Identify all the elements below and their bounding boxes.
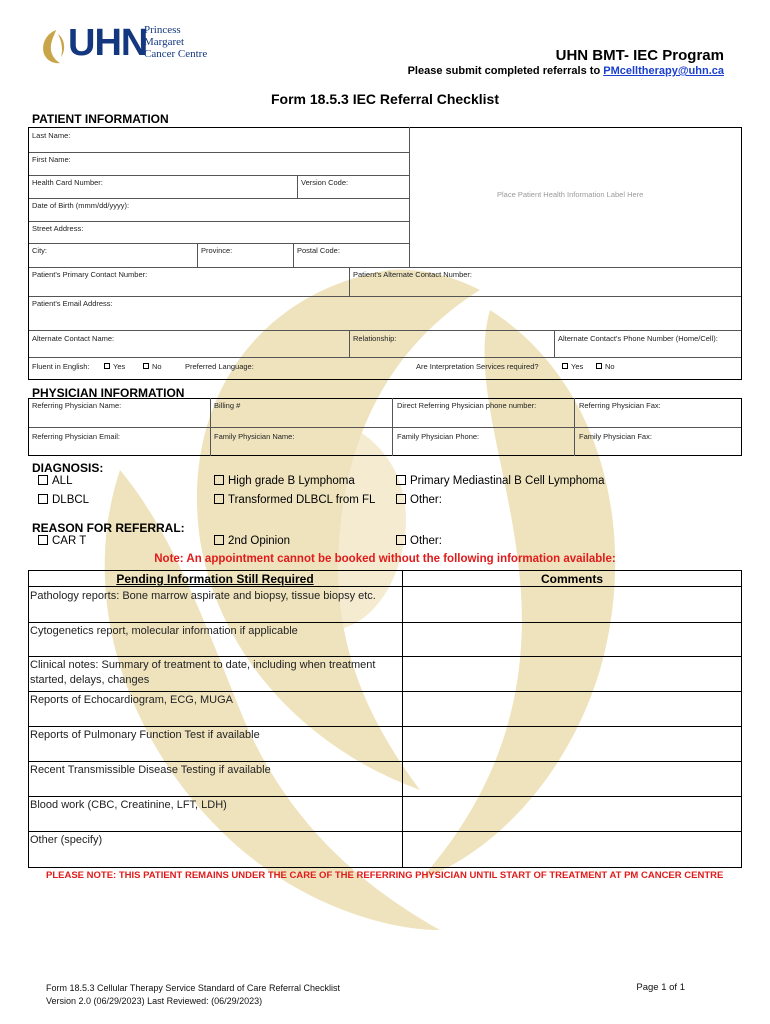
patient-section-title: PATIENT INFORMATION xyxy=(32,112,169,126)
table-row: Pathology reports: Bone marrow aspirate and biopsy, tissue biopsy etc. xyxy=(30,590,376,602)
table-row: Cytogenetics report, molecular information if applicable xyxy=(30,625,298,637)
referral-reason-title: REASON FOR REFERRAL: xyxy=(32,521,185,535)
referral-other-checkbox[interactable]: Other: xyxy=(396,535,442,547)
care-warning: PLEASE NOTE: THIS PATIENT REMAINS UNDER THE CARE OF THE REFERRING PHYSICIAN UNTIL START OF TREATMENT AT PM CANCER CENTRE xyxy=(46,870,724,881)
table-row: Recent Transmissible Disease Testing if available xyxy=(30,764,271,776)
logo-wordmark: UHN xyxy=(68,22,148,64)
relationship-field[interactable]: Relationship: xyxy=(353,334,397,343)
referral-2nd-opinion-checkbox[interactable]: 2nd Opinion xyxy=(214,535,290,547)
diagnosis-dlbcl-checkbox[interactable]: DLBCL xyxy=(38,494,89,506)
direct-phone-field[interactable]: Direct Referring Physician phone number: xyxy=(397,401,537,410)
patient-label-placeholder: Place Patient Health Information Label Here xyxy=(497,190,644,199)
referral-car-t-checkbox[interactable]: CAR T xyxy=(38,535,86,547)
diagnosis-title: DIAGNOSIS: xyxy=(32,461,104,475)
physician-section-title: PHYSICIAN INFORMATION xyxy=(32,386,185,400)
family-physician-phone-field[interactable]: Family Physician Phone: xyxy=(397,432,480,441)
ref-physician-name-field[interactable]: Referring Physician Name: xyxy=(32,401,122,410)
uhn-logo xyxy=(38,22,218,68)
province-field[interactable]: Province: xyxy=(201,246,233,255)
health-card-field[interactable]: Health Card Number: xyxy=(32,178,103,187)
street-field[interactable]: Street Address: xyxy=(32,224,84,233)
fluent-yes-checkbox[interactable]: Yes xyxy=(104,362,125,371)
diagnosis-all-checkbox[interactable]: ALL xyxy=(38,475,72,487)
interpretation-no-checkbox[interactable]: No xyxy=(596,362,615,371)
ref-physician-email-field[interactable]: Referring Physician Email: xyxy=(32,432,120,441)
diagnosis-high-grade-b-checkbox[interactable]: High grade B Lymphoma xyxy=(214,475,355,487)
preferred-language-field[interactable]: Preferred Language: xyxy=(185,362,254,371)
alternate-contact-field[interactable]: Patient's Alternate Contact Number: xyxy=(353,270,472,279)
last-name-field[interactable]: Last Name: xyxy=(32,131,71,140)
ref-fax-field[interactable]: Referring Physician Fax: xyxy=(579,401,661,410)
alt-phone-field[interactable]: Alternate Contact's Phone Number (Home/Cell): xyxy=(558,334,718,343)
table-row: Clinical notes: Summary of treatment to date, including when treatment started, delays, changes xyxy=(30,659,376,686)
table-header-comments: Comments xyxy=(540,572,603,586)
checklist-table xyxy=(28,570,742,868)
table-row: Reports of Echocardiogram, ECG, MUGA xyxy=(30,694,233,706)
first-name-field[interactable]: First Name: xyxy=(32,155,71,164)
diagnosis-other-checkbox[interactable]: Other: xyxy=(396,494,442,506)
program-title: UHN BMT- IEC Program xyxy=(555,47,724,64)
table-row: Reports of Pulmonary Function Test if available xyxy=(30,729,260,741)
referral-email-link[interactable]: PMcelltherapy@uhn.ca xyxy=(603,65,724,77)
appointment-note: Note: An appointment cannot be booked without the following information available: xyxy=(154,553,616,565)
page-number: Page 1 of 1 xyxy=(636,982,685,993)
table-row: Blood work (CBC, Creatinine, LFT, LDH) xyxy=(30,799,227,811)
fluent-english-label: Fluent in English: xyxy=(32,362,90,371)
primary-contact-field[interactable]: Patient's Primary Contact Number: xyxy=(32,270,148,279)
logo-subtitle: Princess Margaret Cancer Centre xyxy=(144,24,208,60)
submit-instructions: Please submit completed referrals to PMcelltherapy@uhn.ca xyxy=(407,65,724,77)
form-title: Form 18.5.3 IEC Referral Checklist xyxy=(271,91,499,107)
postal-code-field[interactable]: Postal Code: xyxy=(297,246,340,255)
email-field[interactable]: Patient's Email Address: xyxy=(32,299,113,308)
version-code-field[interactable]: Version Code: xyxy=(301,178,349,187)
diagnosis-pmbcl-checkbox[interactable]: Primary Mediastinal B Cell Lymphoma xyxy=(396,475,605,487)
city-field[interactable]: City: xyxy=(32,246,47,255)
footer-info: Form 18.5.3 Cellular Therapy Service Standard of Care Referral Checklist Version 2.0 (06/29/2023) Last Reviewed: (06/29/2023) xyxy=(46,983,340,1006)
interpretation-yes-checkbox[interactable]: Yes xyxy=(562,362,583,371)
family-physician-name-field[interactable]: Family Physician Name: xyxy=(214,432,295,441)
table-header-pending: Pending Information Still Required xyxy=(116,572,314,586)
alt-contact-name-field[interactable]: Alternate Contact Name: xyxy=(32,334,115,343)
billing-field[interactable]: Billing # xyxy=(214,401,241,410)
interpretation-label: Are Interpretation Services required? xyxy=(416,362,539,371)
fluent-no-checkbox[interactable]: No xyxy=(143,362,162,371)
table-row: Other (specify) xyxy=(30,834,103,846)
logo-emblem-icon xyxy=(38,26,68,66)
dob-field[interactable]: Date of Birth (mmm/dd/yyyy): xyxy=(32,201,130,210)
family-physician-fax-field[interactable]: Family Physician Fax: xyxy=(579,432,652,441)
diagnosis-transformed-checkbox[interactable]: Transformed DLBCL from FL xyxy=(214,494,375,506)
